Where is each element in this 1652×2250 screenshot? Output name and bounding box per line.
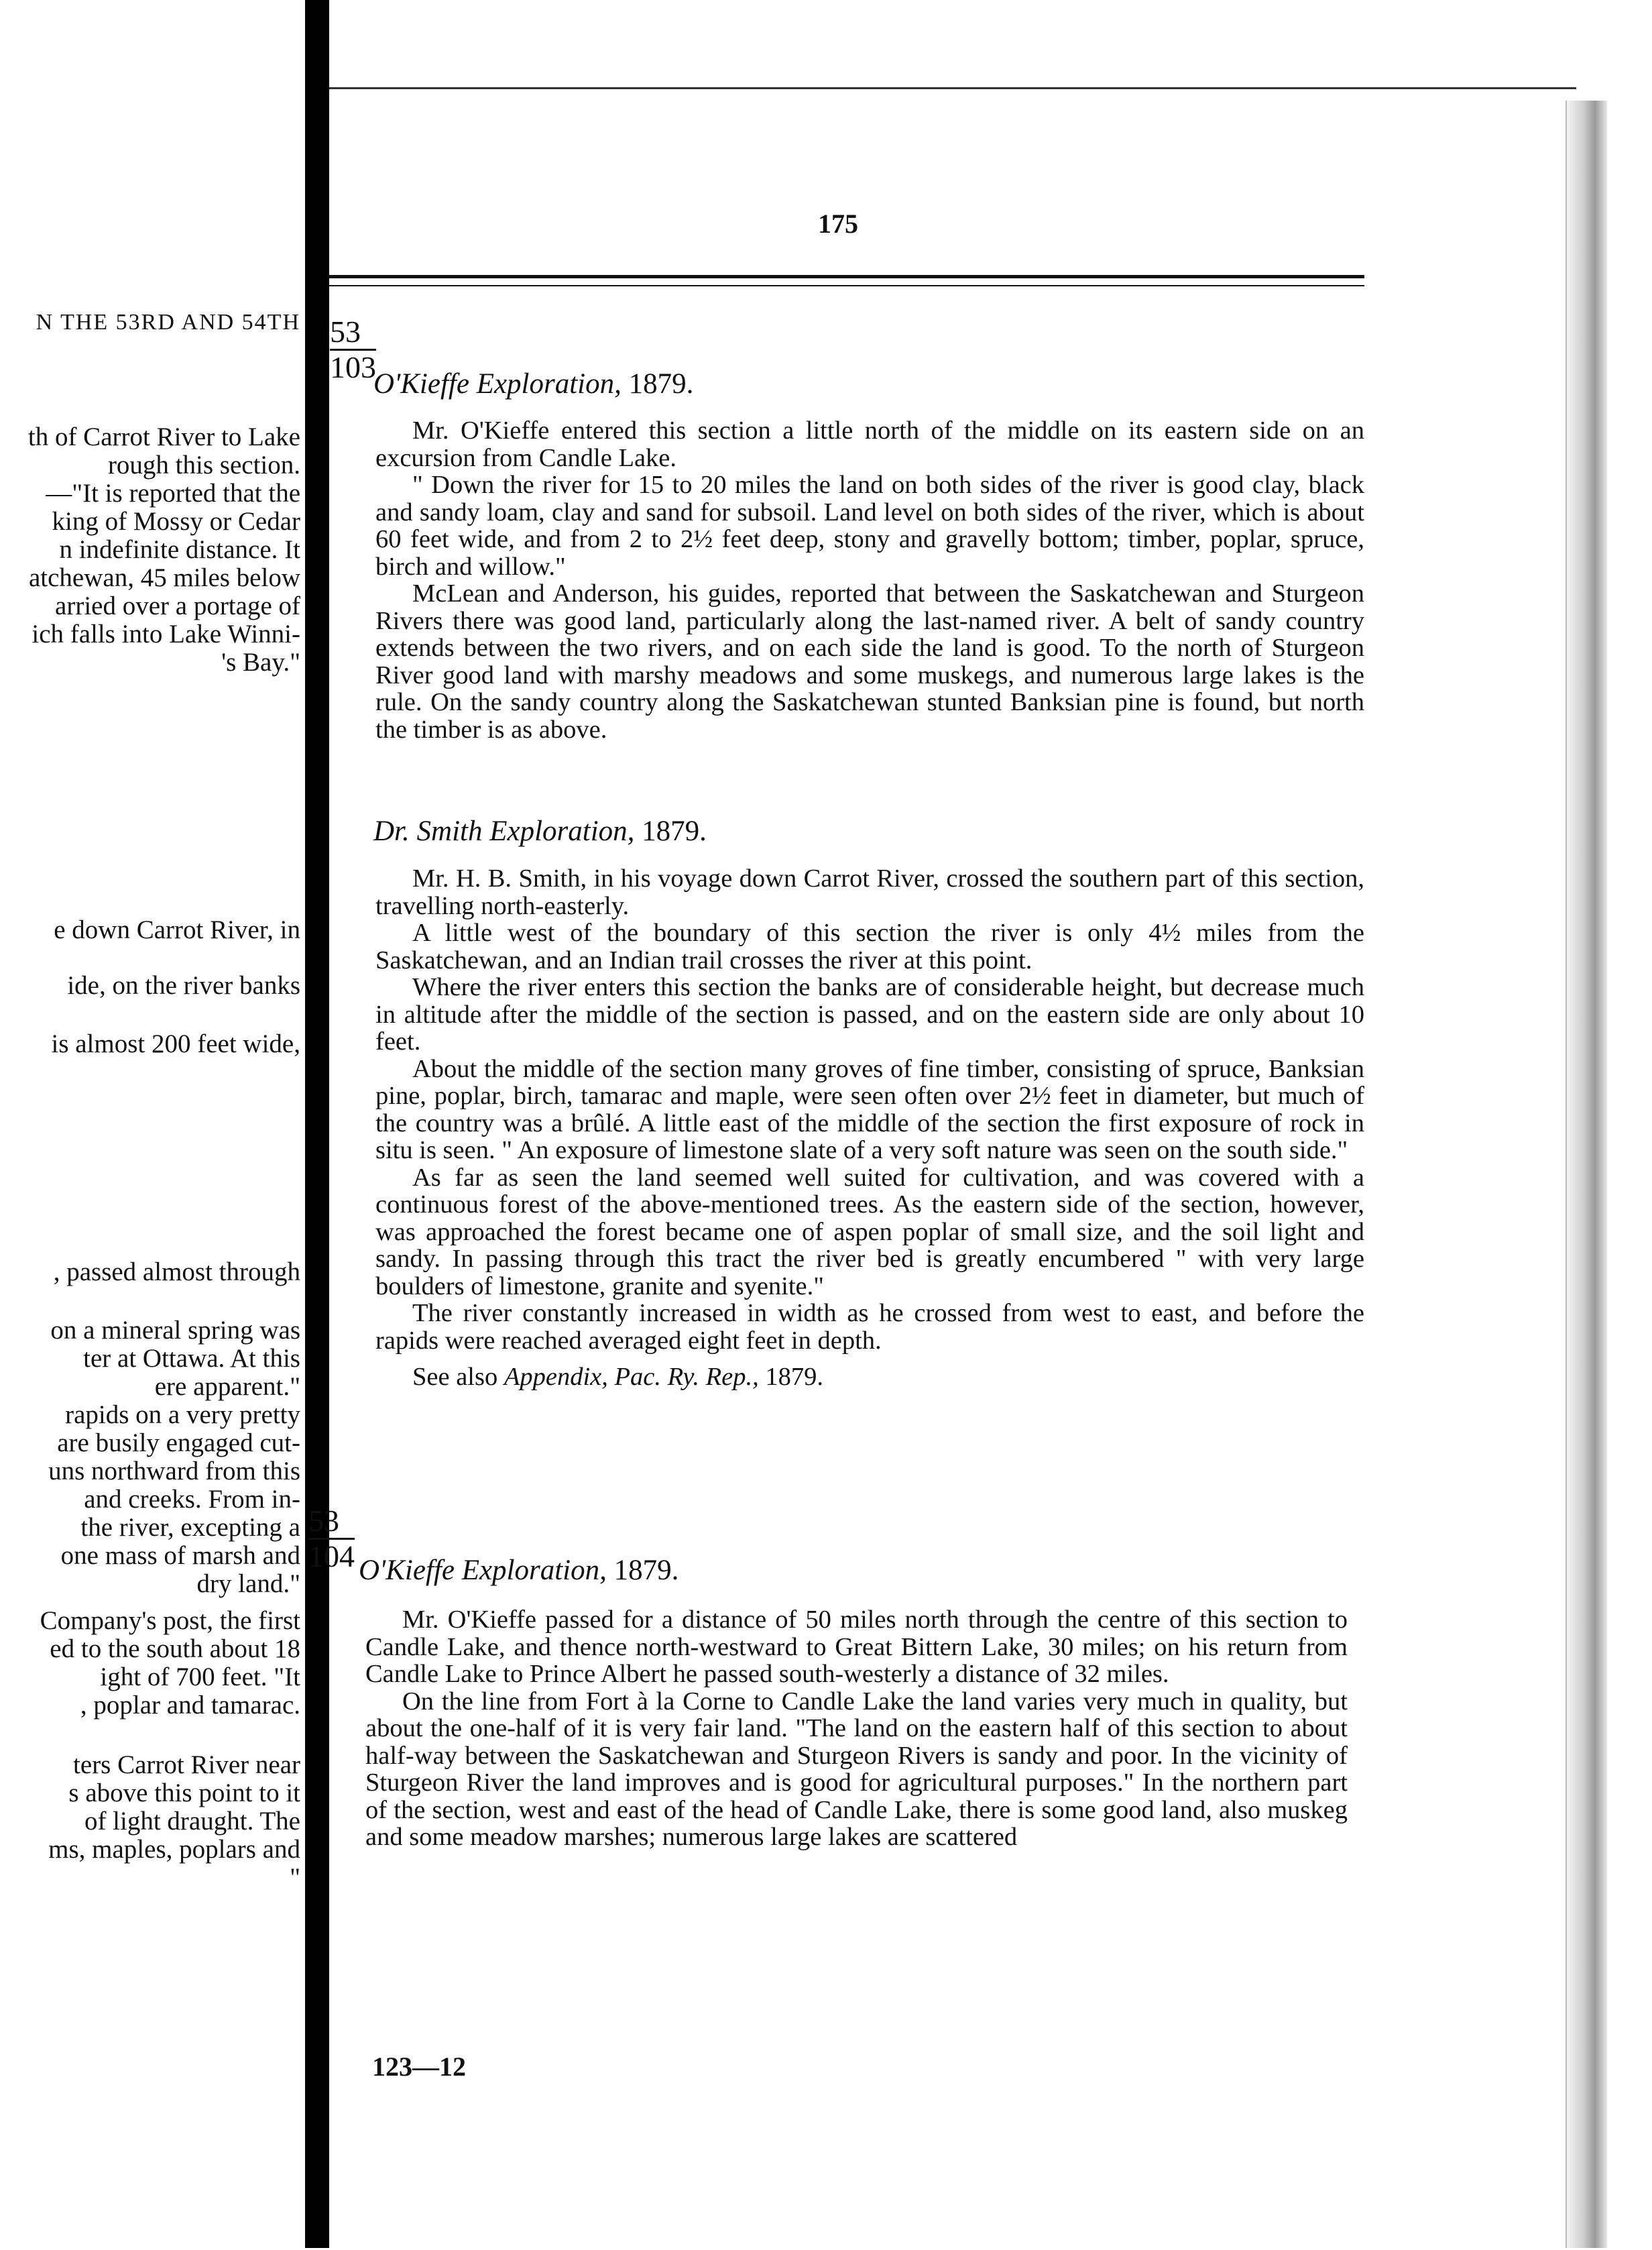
page-edge — [1566, 101, 1607, 2248]
paragraph: " Down the river for 15 to 20 miles the land on both sides of the river is good clay, black and sandy loam, clay and sand for subsoil. Land level on both sides of the river, which is about 60 feet wide, and from 2 to 2½ feet deep, stony and gravelly bottom; timber, poplar, spruce, birch and willow." — [375, 471, 1364, 581]
range-number: 104 — [308, 1539, 355, 1573]
left-page-header: N THE 53RD AND 54TH — [36, 310, 300, 335]
left-page-line: , passed almost through — [53, 1257, 300, 1286]
township-number: 53 — [308, 1504, 355, 1540]
left-page-line: dry land." — [196, 1569, 300, 1598]
left-page-line: ters Carrot River near — [73, 1750, 300, 1779]
left-page-line: ide, on the river banks — [67, 971, 300, 1000]
left-page-line: arried over a portage of — [55, 592, 300, 620]
exploration-heading — [373, 815, 707, 848]
printer-signature: 123—12 — [372, 2051, 466, 2082]
paragraph: Where the river enters this section the banks are of considerable height, but decrease much in altitude after the middle of the section is passed, and on the eastern side are only about 10 feet. — [375, 973, 1364, 1056]
heading-title: Dr. Smith Exploration, — [373, 815, 635, 847]
left-page-line: , poplar and tamarac. — [80, 1691, 300, 1720]
left-page-line: " — [290, 1863, 300, 1892]
page-number: 175 — [818, 209, 858, 239]
left-page-line: the river, excepting a — [80, 1513, 300, 1542]
exploration-heading — [373, 368, 693, 400]
paragraph: The river constantly increased in width as he crossed from west to east, and before the rapids were reached averaged eight feet in depth. — [375, 1299, 1364, 1355]
paragraph: Mr. O'Kieffe passed for a distance of 50 miles north through the centre of this section to Candle Lake, and thence north-westward to Great Bittern Lake, 30 miles; on his return from Candle Lake to Prince Albert he passed south-westerly a distance of 32 miles. — [365, 1606, 1348, 1688]
left-page-line: is almost 200 feet wide, — [51, 1029, 300, 1058]
see-also-ref: Appendix, Pac. Ry. Rep., — [504, 1363, 759, 1391]
left-page-line: atchewan, 45 miles below — [28, 563, 300, 592]
paragraph: Mr. H. B. Smith, in his voyage down Carrot River, crossed the southern part of this section, travelling north-easterly. — [375, 864, 1364, 920]
heading-title: O'Kieffe Exploration, — [373, 368, 622, 400]
section-number — [308, 1504, 355, 1573]
paragraph: A little west of the boundary of this section the river is only 4½ miles from the Saskatchewan, and an Indian trail crosses the river at this point. — [375, 919, 1364, 974]
section-number — [330, 315, 376, 384]
see-also-prefix: See also — [412, 1363, 498, 1391]
paragraph: On the line from Fort à la Corne to Candle Lake the land varies very much in quality, but about the one-half of it is very fair land. "The land on the eastern half of this section to about half-way between the Saskatchewan and Sturgeon Rivers is sandy and poor. In the vicinity of Sturgeon River the land improves and is good for agricultural purposes." In the northern part of the section, west and east of the head of Candle Lake, there is some good land, also muskeg and some meadow marshes; numerous large lakes are scattered — [365, 1687, 1348, 1851]
paragraph: McLean and Anderson, his guides, reported that between the Saskatchewan and Sturgeon Rivers there was good land, particularly along the last-named river. A belt of sandy country extends between the two rivers, and on each side the land is good. To the north of Sturgeon River good land with marshy meadows and some muskegs, and numerous large lakes is the rule. On the sandy country along the Saskatchewan stunted Banksian pine is found, but north the timber is as above. — [375, 579, 1364, 744]
heading-year: 1879. — [628, 368, 694, 400]
left-page-line: n indefinite distance. It — [59, 535, 300, 564]
left-page-line: of light draught. The — [84, 1807, 300, 1836]
exploration-heading — [359, 1554, 678, 1587]
paragraph: Mr. O'Kieffe entered this section a little north of the middle on its eastern side on an excursion from Candle Lake. — [375, 416, 1364, 472]
left-page-line: on a mineral spring was — [50, 1316, 300, 1345]
heading-year: 1879. — [613, 1555, 679, 1586]
left-page-line: ed to the south about 18 — [50, 1634, 300, 1663]
left-page-line: ter at Ottawa. At this — [83, 1344, 300, 1373]
range-number: 103 — [330, 350, 376, 384]
heading-year: 1879. — [642, 815, 707, 847]
left-page-line: one mass of marsh and — [60, 1541, 300, 1570]
left-page-line: and creeks. From in- — [84, 1485, 300, 1514]
heading-title: O'Kieffe Exploration, — [359, 1555, 607, 1586]
exploration-body — [375, 417, 1364, 743]
left-page-line: s above this point to it — [68, 1779, 300, 1807]
left-page-line: e down Carrot River, in — [54, 915, 300, 944]
left-facing-page — [0, 0, 305, 2248]
left-page-line: ight of 700 feet. "It — [100, 1663, 300, 1691]
left-page-line: king of Mossy or Cedar — [52, 507, 300, 536]
left-page-line: th of Carrot River to Lake — [27, 423, 300, 451]
header-rule — [329, 275, 1364, 286]
book-gutter — [305, 0, 329, 2248]
left-page-line: ms, maples, poplars and — [48, 1835, 300, 1864]
left-page-line: ich falls into Lake Winni- — [32, 620, 300, 649]
paragraph: As far as seen the land seemed well suited for cultivation, and was covered with a continuous forest of the above-mentioned trees. As the eastern side of the section, however, was approached the forest became one of aspen poplar of small size, and the soil light and sandy. In passing through this tract the river bed is greatly encumbered " with very large boulders of limestone, granite and syenite." — [375, 1163, 1364, 1300]
paragraph: About the middle of the section many groves of fine timber, consisting of spruce, Banksian pine, poplar, birch, tamarac and maple, were seen often over 2½ feet in diameter, but much of the country was a brûlé. A little east of the middle of the section the first exposure of rock in situ is seen. " An exposure of limestone slate of a very soft nature was seen on the south side." — [375, 1054, 1364, 1164]
left-page-line: ere apparent." — [154, 1372, 300, 1401]
exploration-body — [375, 865, 1364, 1391]
see-also — [375, 1363, 1364, 1391]
left-page-line: Company's post, the first — [40, 1606, 300, 1635]
left-page-line: rapids on a very pretty — [65, 1400, 300, 1429]
township-number: 53 — [330, 315, 376, 351]
left-page-line: uns northward from this — [48, 1457, 300, 1485]
left-page-line: —"It is reported that the — [46, 479, 300, 508]
left-page-line: rough this section. — [107, 451, 300, 480]
see-also-year: 1879. — [765, 1363, 823, 1391]
exploration-body — [365, 1606, 1348, 1851]
left-page-line: are busily engaged cut- — [57, 1428, 300, 1457]
left-page-line: 's Bay." — [221, 648, 300, 677]
